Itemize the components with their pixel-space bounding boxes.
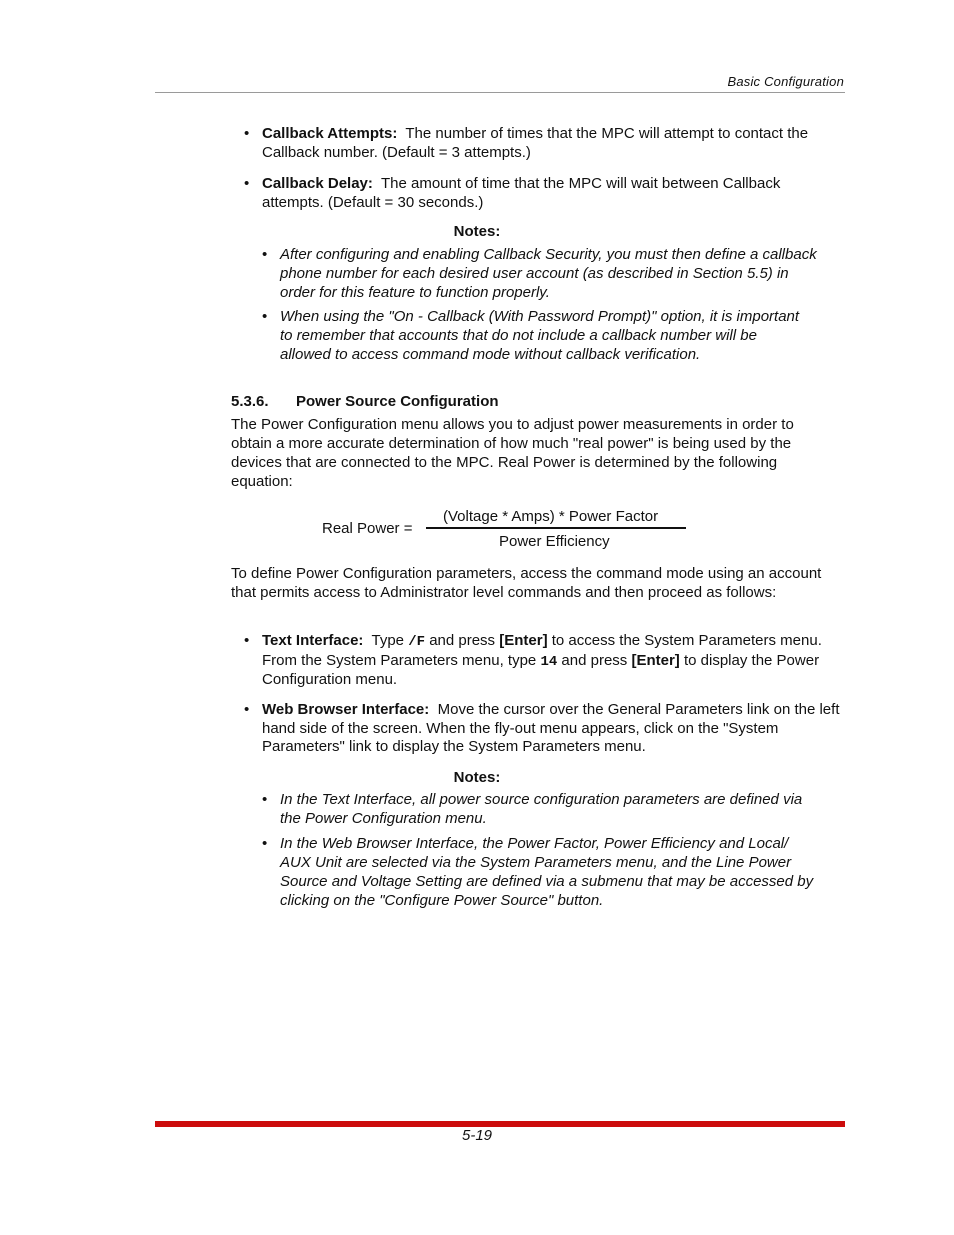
bullet-callback-delay bbox=[244, 175, 844, 212]
bullet-text-interface bbox=[244, 632, 854, 690]
define-paragraph: To define Power Configuration parameters, access the command mode using an account that permits access to Administrator level commands and then proceed as follows: bbox=[231, 565, 822, 601]
bullet-dot: • bbox=[262, 246, 268, 263]
header-title: Basic Configuration bbox=[727, 74, 844, 89]
note-item bbox=[262, 307, 807, 364]
term-text-interface: Text Interface: bbox=[262, 632, 364, 649]
note-text: After configuring and enabling Callback Security, you must then define a callback phone number for each desired user account (as described in Section 5.5) in order for this feature to function properly. bbox=[280, 246, 817, 301]
command-f: /F bbox=[408, 634, 426, 650]
text-interface-part: and press bbox=[429, 632, 496, 649]
note-text: In the Web Browser Interface, the Power Factor, Power Efficiency and Local/ AUX Unit are selected via the System Parameters menu, and the Line Power Source and Voltage Setting are defined via a submenu that may be accessed by clicking on the "Configure Power Source" button. bbox=[280, 835, 814, 909]
notes-title: Notes: bbox=[453, 769, 501, 786]
text-interface-part: and press bbox=[561, 651, 628, 669]
bullet-dot: • bbox=[262, 308, 268, 325]
bullet-callback-attempts bbox=[244, 125, 844, 162]
command-14: 14 bbox=[540, 653, 558, 670]
bullet-dot: • bbox=[262, 835, 268, 852]
desc-callback-delay: The amount of time that the MPC will wait between Callback attempts. (Default = 30 seconds.) bbox=[262, 175, 781, 211]
text-interface-part: to access the System Parameters menu. From the System Parameters menu, type bbox=[262, 632, 822, 669]
bullet-dot: • bbox=[262, 791, 268, 808]
section-title: Power Source Configuration bbox=[296, 393, 499, 410]
notes-title: Notes: bbox=[453, 223, 501, 240]
key-enter: [Enter] bbox=[499, 632, 548, 649]
desc-web-interface: Move the cursor over the General Parameters link on the left hand side of the screen. When the fly-out menu appears, click on the "System Parameters" link to display the System Parameters menu. bbox=[262, 701, 840, 755]
bullet-dot: • bbox=[244, 125, 250, 142]
bullet-dot: • bbox=[244, 632, 250, 649]
key-enter: [Enter] bbox=[631, 651, 680, 669]
bullet-web-interface bbox=[244, 701, 844, 757]
bullet-dot: • bbox=[244, 701, 250, 718]
note-text: When using the "On - Callback (With Password Prompt)" option, it is important to remember that accounts that do not include a callback number will be allowed to access command mode without callback verification. bbox=[280, 308, 800, 363]
text-interface-part: Type bbox=[371, 632, 405, 649]
term-callback-attempts: Callback Attempts: bbox=[262, 125, 398, 142]
note-item bbox=[262, 790, 807, 828]
note-text: In the Text Interface, all power source configuration parameters are defined via the Power Configuration menu. bbox=[280, 791, 803, 827]
section-number: 5.3.6. bbox=[231, 393, 269, 410]
equation-denominator: Power Efficiency bbox=[499, 533, 610, 550]
note-item bbox=[262, 834, 822, 910]
header-rule bbox=[155, 92, 845, 93]
equation-label: Real Power = bbox=[322, 520, 413, 537]
section-intro: The Power Configuration menu allows you to adjust power measurements in order to obtain a more accurate determination of how much "real power" is being used by the devices that are connected to the MPC. Real Power is determined by the following equation: bbox=[231, 416, 794, 490]
page-number: 5-19 bbox=[461, 1127, 493, 1144]
term-web-interface: Web Browser Interface: bbox=[262, 701, 430, 718]
fraction-bar bbox=[426, 527, 686, 529]
equation-numerator: (Voltage * Amps) * Power Factor bbox=[443, 508, 659, 525]
term-callback-delay: Callback Delay: bbox=[262, 175, 373, 192]
note-item bbox=[262, 245, 822, 302]
text-interface-part: to display the Power Configuration menu. bbox=[262, 651, 820, 688]
desc-callback-attempts: The number of times that the MPC will attempt to contact the Callback number. (Default = 3 attempts.) bbox=[262, 125, 809, 161]
bullet-dot: • bbox=[244, 175, 250, 192]
section-heading bbox=[231, 393, 499, 410]
